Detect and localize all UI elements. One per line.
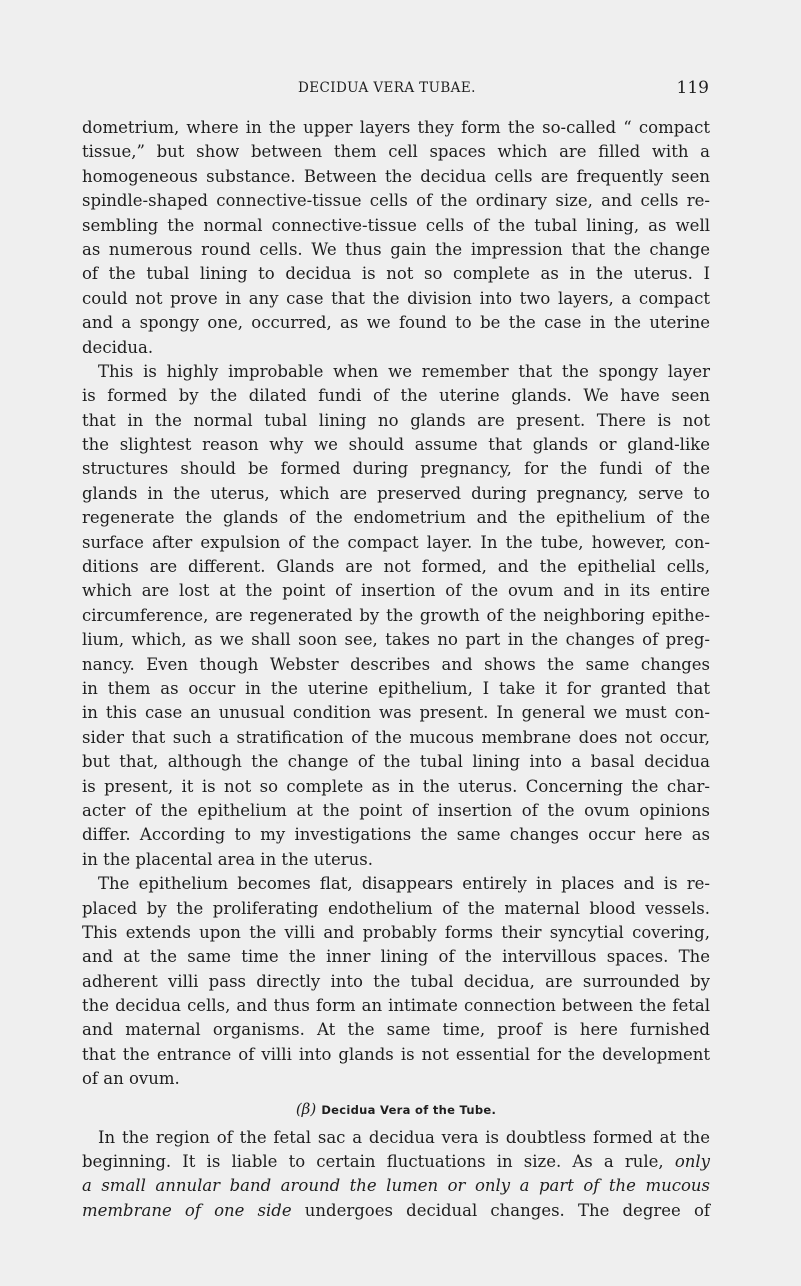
text-line: This is highly improbable when we remember that the spongy layer xyxy=(98,361,710,381)
text-line: in them as occur in the uterine epithelium, I take it for granted that xyxy=(82,678,710,698)
text-line: that in the normal tubal lining no glands are present. There is not xyxy=(82,410,710,430)
text-line: as numerous round cells. We thus gain the impression that the change xyxy=(82,239,710,259)
text-line: differ. According to my investigations the same changes occur here as xyxy=(82,825,710,845)
subheading-marker: (β) xyxy=(295,1099,317,1118)
text-line: acter of the epithelium at the point of insertion of the ovum opinions xyxy=(82,800,710,820)
text-line: surface after expulsion of the compact layer. In the tube, however, con- xyxy=(82,532,710,552)
text-line: nancy. Even though Webster describes and shows the same changes xyxy=(82,654,710,674)
text-line: The epithelium becomes flat, disappears entirely in places and is re- xyxy=(98,874,710,894)
body-text xyxy=(82,116,710,1223)
paragraph-2 xyxy=(82,360,710,872)
text-line: decidua. xyxy=(82,337,154,357)
text-line: and maternal organisms. At the same time, proof is here furnished xyxy=(82,1020,710,1040)
text-line: sider that such a stratification of the mucous membrane does not occur, xyxy=(82,727,710,747)
text-line xyxy=(82,1199,710,1223)
paragraph-1 xyxy=(82,116,710,360)
text-line: homogeneous substance. Between the decidua cells are frequently seen xyxy=(82,166,710,186)
text-line: This extends upon the villi and probably forms their syncytial covering, xyxy=(82,922,710,942)
text-line: placed by the proliferating endothelium of the maternal blood vessels. xyxy=(82,898,710,918)
text-line: the slightest reason why we should assume that glands or gland-like xyxy=(82,435,710,455)
text-line: in the placental area in the uterus. xyxy=(82,849,373,869)
text-line: that the entrance of villi into glands is not essential for the development xyxy=(82,1044,710,1064)
text-line: glands in the uterus, which are preserved during pregnancy, serve to xyxy=(82,483,710,503)
text-line xyxy=(82,1150,710,1174)
text-line: dometrium, where in the upper layers they form the so-called “ compact xyxy=(82,118,710,137)
text-line: structures should be formed during pregnancy, for the fundi of the xyxy=(82,459,710,479)
italic-run: a small annular band around the lumen or only a part of the mucous xyxy=(82,1176,710,1196)
text-line: of the tubal lining to decidua is not so complete as in the uterus. I xyxy=(82,264,710,284)
running-head: DECIDUA VERA TUBAE. xyxy=(298,80,476,96)
text-line: is formed by the dilated fundi of the uterine glands. We have seen xyxy=(82,386,710,406)
text-line: regenerate the glands of the endometrium and the epithelium of the xyxy=(82,508,710,528)
text-line: of an ovum. xyxy=(82,1069,180,1089)
text-line: sembling the normal connective-tissue cells of the tubal lining, as well xyxy=(82,215,710,235)
text-line: lium, which, as we shall soon see, takes no part in the changes of preg- xyxy=(82,630,710,650)
text-line: the decidua cells, and thus form an intimate connection between the fetal xyxy=(82,996,710,1016)
paragraph-4 xyxy=(82,1126,710,1224)
text-line: spindle-shaped connective-tissue cells of the ordinary size, and cells re- xyxy=(82,191,710,211)
text-line xyxy=(82,1174,710,1198)
text-line: adherent villi pass directly into the tubal decidua, are surrounded by xyxy=(82,971,710,991)
text-line: In the region of the fetal sac a decidua vera is doubtless formed at the xyxy=(98,1127,710,1147)
text-run: undergoes decidual changes. The degree of xyxy=(304,1200,710,1220)
text-line: ditions are different. Glands are not formed, and the epithelial cells, xyxy=(82,557,710,577)
section-subheading xyxy=(82,1096,710,1122)
text-line: is present, it is not so complete as in the uterus. Concerning the char- xyxy=(82,776,710,796)
text-line: circumference, are regenerated by the growth of the neighboring epithe- xyxy=(82,605,710,625)
text-line: and a spongy one, occurred, as we found to be the case in the uterine xyxy=(82,313,710,333)
paragraph-3 xyxy=(82,872,710,1092)
page-header xyxy=(0,78,801,102)
text-line: but that, although the change of the tubal lining into a basal decidua xyxy=(82,752,710,772)
text-line: in this case an unusual condition was present. In general we must con- xyxy=(82,703,710,723)
page-number: 119 xyxy=(676,78,709,98)
text-line: and at the same time the inner lining of the intervillous spaces. The xyxy=(82,947,710,967)
italic-run: membrane of one side xyxy=(82,1200,292,1220)
text-run: beginning. It is liable to certain fluctuations in size. As a rule, xyxy=(82,1152,664,1172)
text-line: which are lost at the point of insertion of the ovum and in its entire xyxy=(82,581,710,601)
italic-run: only xyxy=(674,1152,710,1172)
text-line: could not prove in any case that the division into two layers, a compact xyxy=(82,288,710,308)
subheading-title: Decidua Vera of the Tube. xyxy=(321,1102,497,1117)
text-line: tissue,” but show between them cell spaces which are filled with a xyxy=(82,142,710,162)
